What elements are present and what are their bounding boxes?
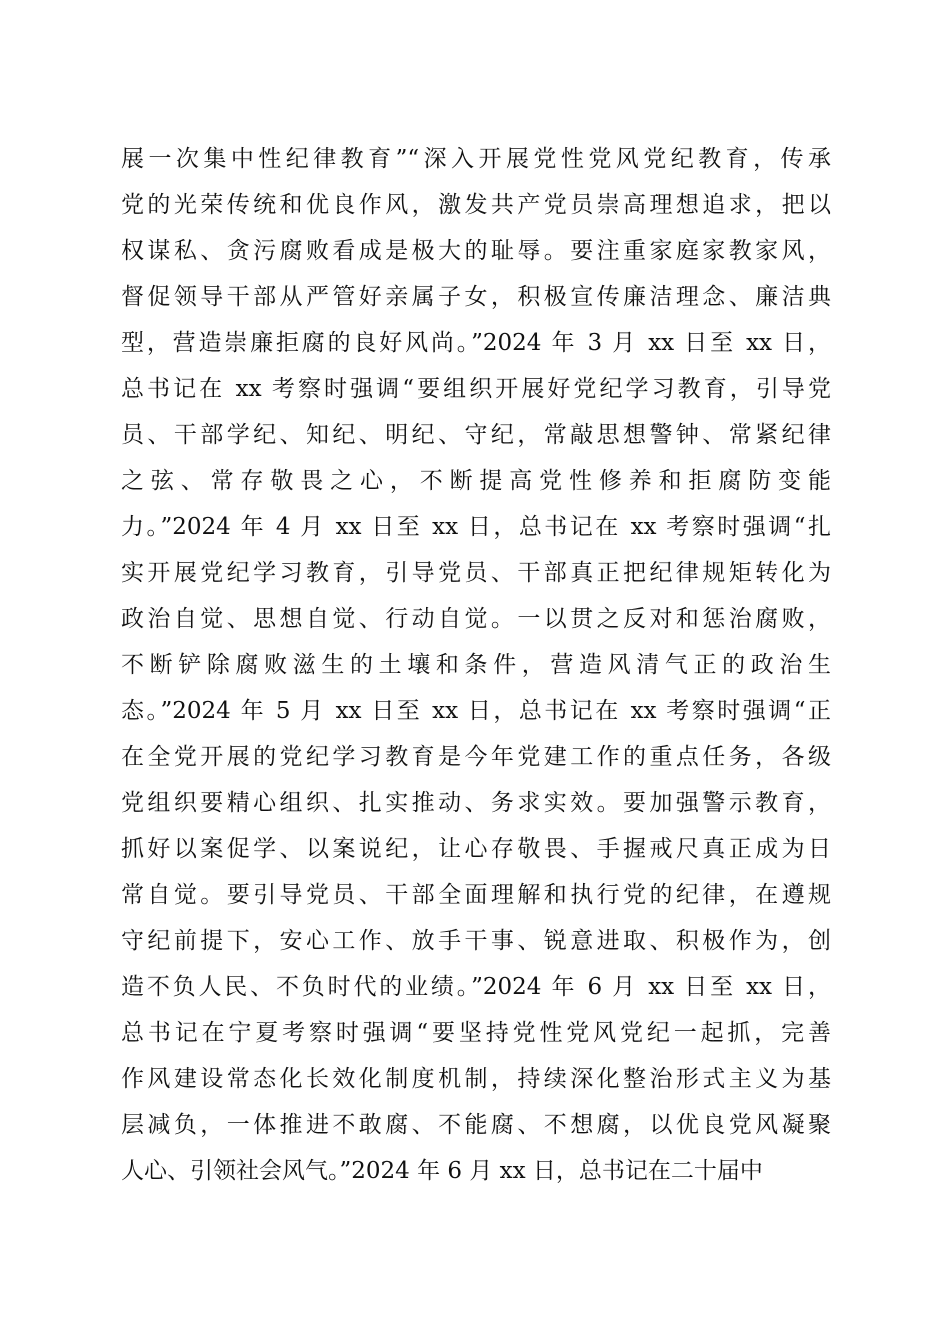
text-line: 展一次集中性纪律教育”“深入开展党性党风党纪教育，传承 [121,146,831,172]
text-line: 总书记在 xx 考察时强调“要组织开展好党纪学习教育，引导党 [121,376,831,402]
text-line: 人心、引领社会风气。”2024 年 6 月 xx 日，总书记在二十届中 [121,1158,763,1184]
text-line: 党的光荣传统和优良作风，激发共产党员崇高理想追求，把以 [121,192,831,218]
text-line: 实开展党纪学习教育，引导党员、干部真正把纪律规矩转化为 [121,560,831,586]
text-line: 总书记在宁夏考察时强调“要坚持党性党风党纪一起抓，完善 [121,1020,831,1046]
text-line: 在全党开展的党纪学习教育是今年党建工作的重点任务，各级 [121,744,831,770]
body-paragraph [121,136,831,1194]
text-line: 造不负人民、不负时代的业绩。”2024 年 6 月 xx 日至 xx 日， [121,974,831,1000]
text-line: 型，营造崇廉拒腐的良好风尚。”2024 年 3 月 xx 日至 xx 日， [121,330,831,356]
text-line: 员、干部学纪、知纪、明纪、守纪，常敲思想警钟、常紧纪律 [121,422,831,448]
text-line: 作风建设常态化长效化制度机制，持续深化整治形式主义为基 [121,1066,831,1092]
text-line: 党组织要精心组织、扎实推动、务求实效。要加强警示教育， [121,790,831,816]
text-line: 之弦、常存敬畏之心，不断提高党性修养和拒腐防变能 [121,468,831,494]
text-line: 态。”2024 年 5 月 xx 日至 xx 日，总书记在 xx 考察时强调“正 [121,698,831,724]
text-line: 力。”2024 年 4 月 xx 日至 xx 日，总书记在 xx 考察时强调“扎 [121,514,831,540]
text-line: 常自觉。要引导党员、干部全面理解和执行党的纪律，在遵规 [121,882,831,908]
text-line: 抓好以案促学、以案说纪，让心存敬畏、手握戒尺真正成为日 [121,836,831,862]
text-line: 守纪前提下，安心工作、放手干事、锐意进取、积极作为，创 [121,928,831,954]
text-line: 督促领导干部从严管好亲属子女，积极宣传廉洁理念、廉洁典 [121,284,831,310]
text-line: 不断铲除腐败滋生的土壤和条件，营造风清气正的政治生 [121,652,831,678]
text-line: 权谋私、贪污腐败看成是极大的耻辱。要注重家庭家教家风， [121,238,831,264]
text-line: 层减负，一体推进不敢腐、不能腐、不想腐，以优良党风凝聚 [121,1112,831,1138]
text-line: 政治自觉、思想自觉、行动自觉。一以贯之反对和惩治腐败， [121,606,831,632]
